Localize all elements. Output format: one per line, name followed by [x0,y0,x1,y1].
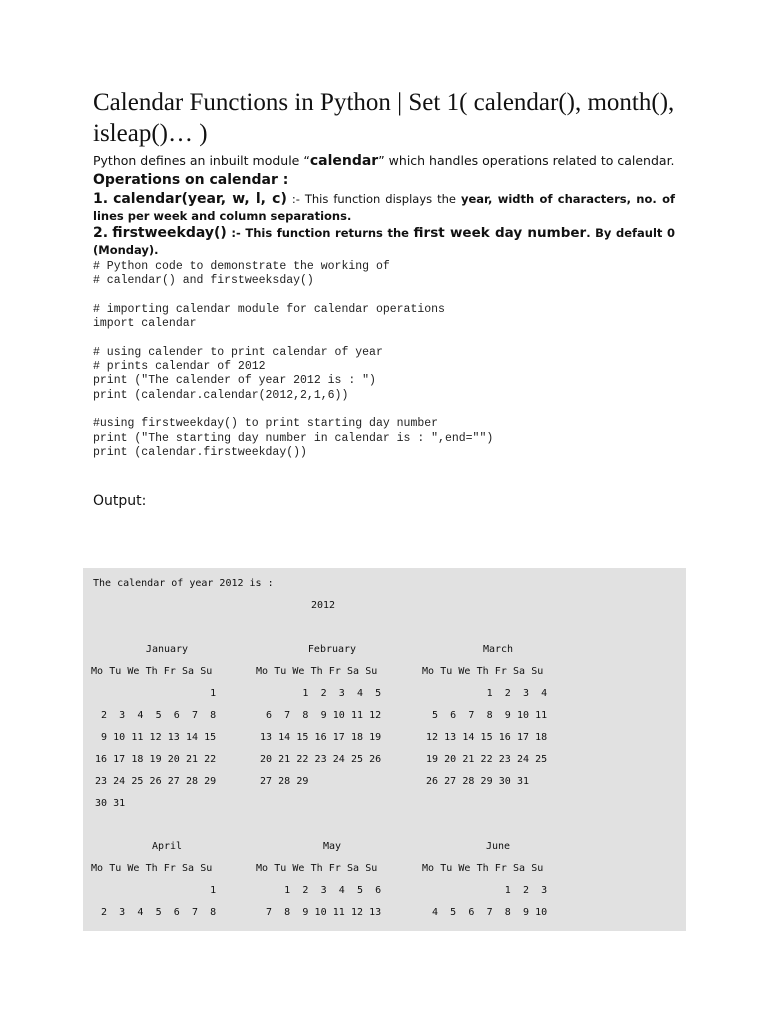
weekday-label: Su [365,666,378,677]
intro-text-before: Python defines an inbuilt module “ [93,153,310,168]
day-cell: 29 [204,776,217,787]
day-cell: 7 [486,907,493,918]
day-cell: 16 [94,754,107,765]
day-cell: 13 [167,732,180,743]
weekday-label: Sa [347,863,360,874]
code-line: import calendar [93,317,197,331]
day-cell: 30 [498,776,511,787]
day-cell: 28 [462,776,475,787]
weekday-label: Sa [513,666,526,677]
weekday-label: Sa [182,666,195,677]
day-cell: 21 [185,754,198,765]
item-emphasis: first week day number [413,225,587,241]
intro-module-name: calendar [309,153,379,169]
weekday-label: Mo [422,863,435,874]
day-cell: 12 [369,710,382,721]
day-cell: 6 [468,907,475,918]
month-name: April [151,841,183,852]
day-cell: 5 [155,907,162,918]
code-line: print (calendar.firstweekday()) [93,445,307,459]
calendar-month [424,642,574,812]
output-label: Output: [93,493,147,509]
calendar-month [93,839,243,1009]
day-cell: 13 [444,732,457,743]
day-cell: 8 [302,710,309,721]
weekday-label: We [458,863,471,874]
weekday-label: Tu [440,863,453,874]
day-cell: 29 [296,776,309,787]
day-cell: 18 [131,754,144,765]
code-line: # calendar() and firstweeksday() [93,274,314,288]
code-line: # prints calendar of 2012 [93,360,266,374]
day-cell: 4 [541,688,548,699]
day-cell: 27 [259,776,272,787]
weekday-label: Fr [163,863,176,874]
weekday-label: Sa [182,863,195,874]
month-name: January [145,644,189,655]
weekday-label: We [458,666,471,677]
day-cell: 1 [504,885,511,896]
day-cell: 8 [210,710,217,721]
day-cell: 25 [350,754,363,765]
day-cell: 6 [450,710,457,721]
weekday-label: Su [365,863,378,874]
day-cell: 7 [265,907,272,918]
month-name: May [322,841,342,852]
day-cell: 21 [278,754,291,765]
weekday-label: Fr [494,666,507,677]
day-cell: 23 [94,776,107,787]
weekday-label: Mo [91,863,104,874]
day-cell: 4 [356,688,363,699]
day-cell: 18 [350,732,363,743]
day-cell: 4 [431,907,438,918]
day-cell: 9 [302,907,309,918]
day-cell: 14 [462,732,475,743]
month-name: February [307,644,357,655]
day-cell: 1 [302,688,309,699]
day-cell: 20 [259,754,272,765]
day-cell: 9 [320,710,327,721]
calendar-month [424,839,574,1009]
day-cell: 3 [119,907,126,918]
weekday-label: Tu [109,666,122,677]
day-cell: 26 [149,776,162,787]
day-cell: 22 [480,754,493,765]
day-cell: 7 [284,710,291,721]
day-cell: 11 [131,732,144,743]
day-cell: 8 [284,907,291,918]
day-cell: 2 [100,710,107,721]
day-cell: 15 [204,732,217,743]
day-cell: 20 [167,754,180,765]
item-separator: :- [226,226,246,240]
item-number: 1. [93,191,109,207]
day-cell: 23 [498,754,511,765]
weekday-label: Mo [91,666,104,677]
day-cell: 19 [149,754,162,765]
weekday-label: We [127,666,140,677]
function-signature: calendar(year, w, l, c) [113,191,287,207]
day-cell: 25 [131,776,144,787]
day-cell: 5 [375,688,382,699]
day-cell: 17 [332,732,345,743]
item-number: 2. [93,225,109,241]
day-cell: 5 [356,885,363,896]
day-cell: 16 [314,732,327,743]
item-description: This function returns the [245,226,414,240]
day-cell: 3 [338,688,345,699]
weekday-label: We [127,863,140,874]
day-cell: 10 [113,732,126,743]
weekday-label: Th [145,666,158,677]
weekday-label: Su [200,666,213,677]
code-line: # using calender to print calendar of year [93,345,383,359]
weekday-label: Th [476,666,489,677]
day-cell: 24 [516,754,529,765]
section-heading: Operations on calendar : [93,172,289,188]
item-separator: :- [286,192,305,206]
day-cell: 4 [137,907,144,918]
day-cell: 3 [522,688,529,699]
operation-item-calendar [93,191,675,225]
weekday-label: We [292,863,305,874]
day-cell: 12 [425,732,438,743]
page-title: Calendar Functions in Python | Set 1( calendar(), month(), isleap()… ) [93,89,675,147]
day-cell: 1 [210,885,217,896]
day-cell: 14 [278,732,291,743]
day-cell: 10 [314,907,327,918]
weekday-label: Mo [422,666,435,677]
day-cell: 19 [369,732,382,743]
calendar-month [93,642,243,812]
code-line: print (calendar.calendar(2012,2,1,6)) [93,388,349,402]
day-cell: 22 [296,754,309,765]
day-cell: 21 [462,754,475,765]
day-cell: 2 [100,907,107,918]
day-cell: 11 [535,710,548,721]
weekday-label: Su [200,863,213,874]
weekday-label: We [292,666,305,677]
calendar-month [258,839,408,1009]
weekday-label: Sa [513,863,526,874]
day-cell: 30 [94,798,107,809]
day-cell: 1 [486,688,493,699]
day-cell: 11 [332,907,345,918]
day-cell: 9 [522,907,529,918]
weekday-label: Th [310,666,323,677]
code-block [93,260,493,460]
weekday-label: Fr [328,863,341,874]
day-cell: 31 [113,798,126,809]
weekday-label: Mo [256,863,269,874]
day-cell: 24 [113,776,126,787]
code-line: # Python code to demonstrate the working of [93,260,390,273]
calendar-year: 2012 [311,600,336,611]
day-cell: 5 [431,710,438,721]
day-cell: 3 [320,885,327,896]
day-cell: 3 [119,710,126,721]
day-cell: 17 [516,732,529,743]
weekday-label: Th [145,863,158,874]
output-heading: The calendar of year 2012 is : [93,578,274,589]
day-cell: 10 [516,710,529,721]
calendar-month [258,642,408,812]
item-emphasis: year, width of characters, no. of lines per week and column separations. [93,192,675,223]
day-cell: 28 [278,776,291,787]
weekday-label: Su [531,666,544,677]
intro-text-after: ” which handles operations related to calendar. [378,153,675,168]
day-cell: 15 [296,732,309,743]
day-cell: 7 [191,907,198,918]
day-cell: 26 [369,754,382,765]
day-cell: 22 [204,754,217,765]
day-cell: 9 [100,732,107,743]
day-cell: 4 [338,885,345,896]
output-box [83,568,686,931]
day-cell: 5 [450,907,457,918]
day-cell: 6 [173,907,180,918]
weekday-label: Th [476,863,489,874]
code-line: print ("The calender of year 2012 is : ") [93,374,376,388]
day-cell: 24 [332,754,345,765]
weekday-label: Tu [274,863,287,874]
day-cell: 7 [191,710,198,721]
day-cell: 2 [320,688,327,699]
day-cell: 8 [210,907,217,918]
day-cell: 23 [314,754,327,765]
day-cell: 11 [350,710,363,721]
day-cell: 25 [535,754,548,765]
day-cell: 12 [350,907,363,918]
day-cell: 18 [535,732,548,743]
month-name: March [482,644,514,655]
weekday-label: Tu [109,863,122,874]
day-cell: 27 [444,776,457,787]
day-cell: 7 [468,710,475,721]
code-line: print ("The starting day number in calendar is : ",end="") [93,431,494,445]
day-cell: 19 [425,754,438,765]
weekday-label: Su [531,863,544,874]
day-cell: 14 [185,732,198,743]
day-cell: 10 [332,710,345,721]
day-cell: 12 [149,732,162,743]
weekday-label: Fr [163,666,176,677]
day-cell: 4 [137,710,144,721]
day-cell: 16 [498,732,511,743]
day-cell: 28 [185,776,198,787]
day-cell: 15 [480,732,493,743]
operation-item-firstweekday [93,225,675,259]
weekday-label: Th [310,863,323,874]
day-cell: 8 [486,710,493,721]
day-cell: 6 [375,885,382,896]
day-cell: 10 [535,907,548,918]
day-cell: 6 [173,710,180,721]
day-cell: 6 [265,710,272,721]
month-name: June [485,841,511,852]
day-cell: 31 [516,776,529,787]
day-cell: 13 [259,732,272,743]
item-description: This function displays the [304,192,461,206]
day-cell: 2 [302,885,309,896]
day-cell: 8 [504,907,511,918]
day-cell: 3 [541,885,548,896]
weekday-label: Sa [347,666,360,677]
day-cell: 17 [113,754,126,765]
day-cell: 2 [522,885,529,896]
weekday-label: Tu [440,666,453,677]
function-signature: firstweekday() [112,225,227,241]
code-line: # importing calendar module for calendar operations [93,302,445,316]
item-description-end: . By default 0 (Monday). [93,226,675,257]
day-cell: 26 [425,776,438,787]
day-cell: 5 [155,710,162,721]
day-cell: 27 [167,776,180,787]
weekday-label: Tu [274,666,287,677]
day-cell: 29 [480,776,493,787]
day-cell: 13 [369,907,382,918]
day-cell: 20 [444,754,457,765]
day-cell: 1 [210,688,217,699]
day-cell: 9 [504,710,511,721]
weekday-label: Mo [256,666,269,677]
intro-paragraph [93,152,683,170]
day-cell: 1 [284,885,291,896]
day-cell: 2 [504,688,511,699]
code-line: #using firstweekday() to print starting day number [93,417,439,431]
weekday-label: Fr [494,863,507,874]
weekday-label: Fr [328,666,341,677]
